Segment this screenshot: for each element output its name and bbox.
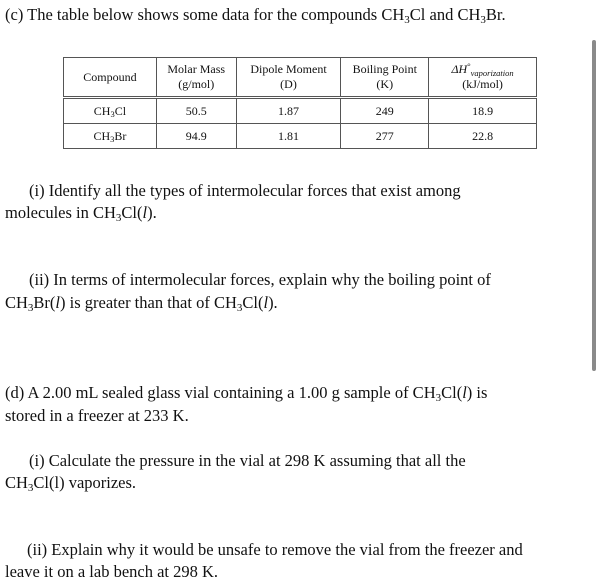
cell-boiling-point: 277 xyxy=(341,124,429,149)
intro-text-b: Cl and CH xyxy=(409,5,481,24)
cell-enthalpy: 18.9 xyxy=(429,98,537,124)
cell-compound: $CH_3Br$ xyxy=(64,124,157,149)
part-c-intro xyxy=(5,5,506,25)
header-dipole-moment: Dipole Moment (D) xyxy=(236,58,341,98)
compound-data-table xyxy=(63,57,537,149)
header-molar-mass: Molar Mass (g/mol) xyxy=(156,58,236,98)
intro-text-a: (c) The table below shows some data for the compounds CH xyxy=(5,5,405,24)
header-boiling-point: Boiling Point (K) xyxy=(341,58,429,98)
question-d-i-line1: (i) Calculate the pressure in the vial at 298 K assuming that all the xyxy=(29,451,466,470)
cell-dipole-moment: 1.81 xyxy=(236,124,341,149)
part-d-intro-line1: (d) A 2.00 mL sealed glass vial containing a 1.00 g sample of $CH_3Cl(l)$ is xyxy=(5,383,488,404)
cell-compound: $CH_3Cl$ xyxy=(64,98,157,124)
table-row xyxy=(64,98,537,124)
question-c-i-line1: (i) Identify all the types of intermolecular forces that exist among xyxy=(29,181,461,200)
vertical-scrollbar[interactable] xyxy=(592,40,596,371)
intro-subscript: 3 xyxy=(404,14,410,26)
header-compound: Compound xyxy=(64,58,157,98)
cell-molar-mass: 94.9 xyxy=(156,124,236,149)
cell-boiling-point: 249 xyxy=(341,98,429,124)
question-c-i-line2: molecules in $CH_3Cl(l)$. xyxy=(5,203,157,224)
table-row xyxy=(64,124,537,149)
part-d-intro-line2: stored in a freezer at 233 K. xyxy=(5,406,189,425)
table-header-row xyxy=(64,58,537,98)
question-c-ii-line2: $CH_3Br(l)$ is greater than that of $CH_3Cl(l)$. xyxy=(5,293,278,314)
header-enthalpy-vaporization: $\Delta H^\circ_{vaporization}$ (kJ/mol) xyxy=(429,58,537,98)
intro-text-c: Br. xyxy=(485,5,506,24)
cell-molar-mass: 50.5 xyxy=(156,98,236,124)
question-d-ii-line2: leave it on a lab bench at 298 K. xyxy=(5,562,219,581)
cell-enthalpy: 22.8 xyxy=(429,124,537,149)
cell-dipole-moment: 1.87 xyxy=(236,98,341,124)
question-c-ii-line1: (ii) In terms of intermolecular forces, explain why the boiling point of xyxy=(29,270,491,289)
question-d-i-line2: $CH_3Cl(l)$ vaporizes. xyxy=(5,473,137,494)
intro-subscript: 3 xyxy=(480,14,486,26)
question-d-ii-line1: (ii) Explain why it would be unsafe to remove the vial from the freezer and xyxy=(27,540,523,559)
